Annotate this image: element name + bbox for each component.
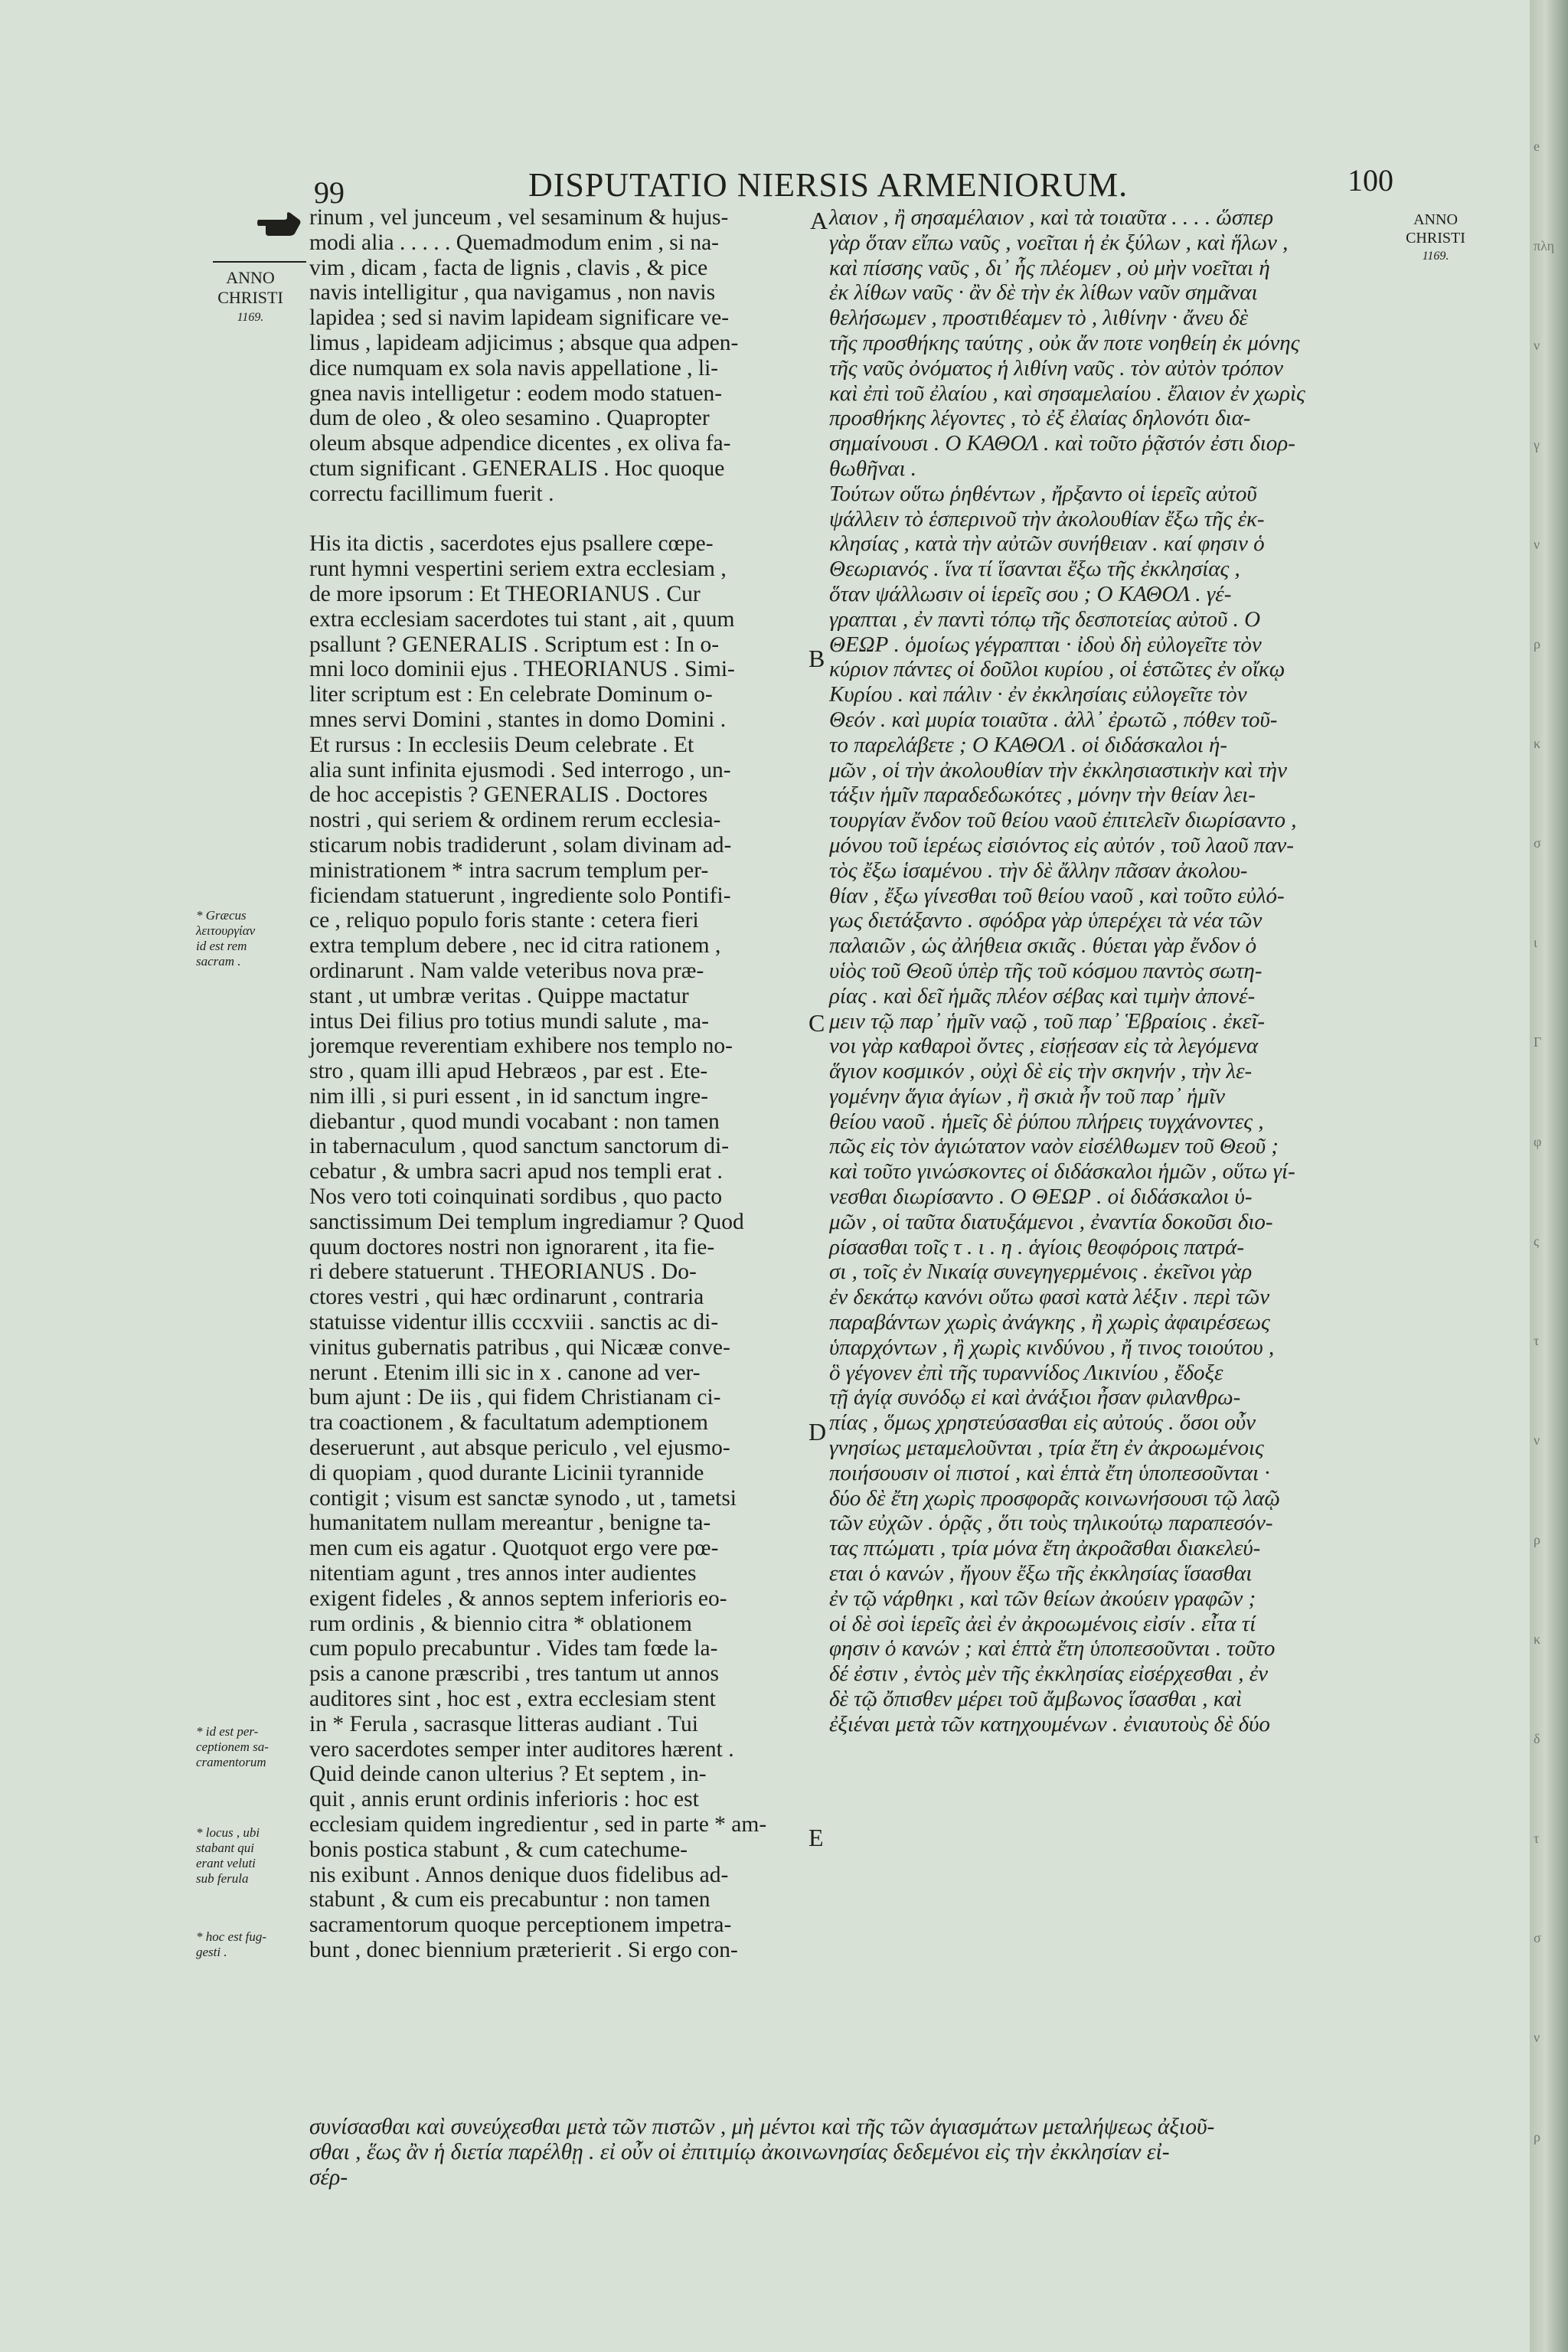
latin-text-line: bunt , donec biennium præterierit . Si ergo con- bbox=[309, 1937, 738, 1962]
greek-text-line: μειν τῷ παρ᾽ ἡμῖν ναῷ , τοῦ παρ᾽ Ἑβραίοις . ἐκεῖ- bbox=[829, 1008, 1266, 1034]
adjacent-page-fragment: τ bbox=[1534, 1831, 1540, 1846]
margin-note-line: cramentorum bbox=[196, 1755, 266, 1769]
greek-text-line: μῶν , οἱ ταῦτα διατυξάμενοι , ἐναντία δοκοῦσι διο- bbox=[829, 1209, 1273, 1234]
greek-text-line: ποιήσουσιν οἱ πιστοί , καὶ ἑπτὰ ἔτη ὑποπεσοῦνται · bbox=[829, 1460, 1270, 1485]
latin-text-line: cum populo precabuntur . Vides tam fœde la- bbox=[309, 1636, 718, 1661]
greek-text-line: εται ὁ κανών , ἤγουν ἔξω τῆς ἐκκλησίας ἵσασθαι bbox=[829, 1561, 1253, 1586]
latin-text-line: psis a canone præscribi , tres tantum ut annos bbox=[309, 1661, 719, 1687]
greek-text-line: Τούτων οὕτω ῥηθέντων , ἤρξαντο οἱ ἱερεῖς αὐτοῦ bbox=[829, 481, 1257, 506]
latin-text-line: deseruerunt , aut absque periculo , vel ejusmo- bbox=[309, 1436, 730, 1461]
greek-text-line: ἐκ λίθων ναῦς · ἂν δὲ τὴν ἐκ λίθων ναῦν σημᾶναι bbox=[829, 280, 1258, 305]
greek-text-line: τῆς ναῦς ὀνόματος ἡ λιθίνη ναῦς . τὸν αὐτὸν τρόπον bbox=[829, 355, 1283, 381]
greek-text-line: φησιν ὁ κανών ; καὶ ἑπτὰ ἔτη ὑποπεσοῦνται . τοῦτο bbox=[829, 1636, 1276, 1661]
greek-column bbox=[829, 205, 1411, 1737]
adjacent-page-fragment: δ bbox=[1534, 1731, 1540, 1746]
greek-text-line: γὰρ ὅταν εἴπω ναῦς , νοεῖται ἡ ἐκ ξύλων , καὶ ἥλων , bbox=[829, 230, 1289, 255]
latin-text-line: stro , quam illi apud Hebræos , par est . Ete- bbox=[309, 1059, 708, 1084]
latin-text-line: liter scriptum est : En celebrate Dominum o- bbox=[309, 682, 713, 707]
running-title: DISPUTATIO NIERSIS ARMENIORUM. bbox=[528, 166, 1129, 204]
greek-text-line: Κυρίου . καὶ πάλιν · ἐν ἐκκλησίαις εὐλογεῖτε τὸν bbox=[829, 682, 1247, 707]
adjacent-page-fragment: κ bbox=[1534, 1632, 1541, 1647]
margin-note-ferula bbox=[196, 1825, 260, 1886]
latin-text-line: contigit ; visum est sanctæ synodo , ut , tametsi bbox=[309, 1485, 737, 1511]
greek-text-line: κύριον πάντες οἱ δοῦλοι κυρίου , οἱ ἑστῶτες ἐν οἴκῳ bbox=[829, 657, 1285, 682]
greek-text-line: παραβάντων χωρὶς ἀνάγκης , ἢ χωρὶς ἀφαιρέσεως bbox=[829, 1310, 1270, 1335]
latin-text-line: extra ecclesiam sacerdotes tui stant , ait , quum bbox=[309, 606, 735, 632]
latin-text-line: vinitus gubernatis patribus , qui Nicææ conve- bbox=[309, 1334, 730, 1360]
latin-text-line: rinum , vel junceum , vel sesaminum & hujus- bbox=[309, 205, 729, 230]
latin-text-line: statuisse videntur illis cccxviii . sanctis ac di- bbox=[309, 1310, 719, 1335]
latin-text-line: ce , reliquo populo foris stante : cetera fieri bbox=[309, 908, 699, 933]
margin-note-line: * Græcus bbox=[196, 908, 247, 923]
greek-text-line: λαιον , ἢ σησαμέλαιον , καὶ τὰ τοιαῦτα . . . . ὥσπερ bbox=[829, 205, 1274, 230]
greek-text-line: γνησίως μεταμελοῦνται , τρία ἔτη ἐν ἀκροωμένοις bbox=[829, 1436, 1264, 1461]
latin-text-line: quit , annis erunt ordinis inferioris : hoc est bbox=[309, 1787, 699, 1812]
adjacent-page-fragment: ρ bbox=[1534, 1532, 1540, 1547]
greek-text-line: ΘΕΩΡ . ὁμοίως γέγραπται · ἰδοὺ δὴ εὐλογεῖτε τὸν bbox=[829, 632, 1262, 657]
greek-text-line: σι , τοῖς ἐν Νικαίᾳ συνεγηγερμένοις . ἐκεῖνοι γὰρ bbox=[829, 1259, 1253, 1285]
latin-text-line: nerunt . Etenim illi sic in x . canone ad ver- bbox=[309, 1360, 701, 1385]
latin-text-line: sticarum nobis tradiderunt , solam divinam ad- bbox=[309, 832, 732, 858]
adjacent-page-fragment: ν bbox=[1534, 2030, 1540, 2045]
latin-column bbox=[309, 205, 827, 1963]
latin-text-line: intus Dei filius pro totius mundi salute , ma- bbox=[309, 1008, 709, 1034]
margin-note-line: sacram . bbox=[196, 954, 241, 969]
greek-text-line: τῶν εὐχῶν . ὁρᾷς , ὅτι τοὺς τηλικούτῳ παραπεσόν- bbox=[829, 1511, 1273, 1536]
greek-text-line: θελήσωμεν , προστιθέαμεν τὸ , λιθίνην · ἄνευ δὲ bbox=[829, 305, 1249, 331]
adjacent-page-fragment: τ bbox=[1534, 1333, 1540, 1348]
latin-text-line: de hoc accepistis ? GENERALIS . Doctores bbox=[309, 782, 708, 808]
greek-text-line: Θεόν . καὶ μυρία τοιαῦτα . ἀλλ᾽ ἐρωτῶ , πόθεν τοῦ- bbox=[829, 707, 1278, 732]
latin-text-line: mnes servi Domini , stantes in domo Domini . bbox=[309, 707, 727, 732]
greek-text-line: δύο δὲ ἔτη χωρὶς προσφορᾶς κοινωνήσουσι τῷ λαῷ bbox=[829, 1485, 1280, 1511]
latin-text-line: runt hymni vespertini seriem extra ecclesiam , bbox=[309, 557, 727, 582]
latin-text-line bbox=[309, 507, 824, 532]
latin-text-line: de more ipsorum : Et THEORIANUS . Cur bbox=[309, 581, 701, 606]
anno-christi-left: ANNO CHRISTI 1169. bbox=[217, 268, 283, 324]
margin-note-line: stabant qui bbox=[196, 1841, 255, 1855]
section-letter-e: E bbox=[808, 1824, 824, 1851]
anno-christi-right: ANNO CHRISTI 1169. bbox=[1406, 211, 1465, 263]
latin-text-line: in * Ferula , sacrasque litteras audiant . Tui bbox=[309, 1711, 698, 1736]
greek-text-line: οἱ δὲ σοὶ ἱερεῖς ἀεὶ ἐν ἀκροωμένοις εἰσίν . εἶτα τί bbox=[829, 1611, 1256, 1636]
latin-text-line: nostri , qui seriem & ordinem rerum ecclesia- bbox=[309, 808, 721, 833]
adjacent-page-fragment: ν bbox=[1534, 537, 1540, 552]
adjacent-page-fragment: γ bbox=[1534, 437, 1540, 452]
greek-text-line: υἱὸς τοῦ Θεοῦ ὑπὲρ τῆς τοῦ κόσμου παντὸς σωτη- bbox=[829, 958, 1263, 983]
greek-text-line: δέ ἐστιν , ἐντὸς μὲν τῆς ἐκκλησίας εἰσέρχεσθαι , ἐν bbox=[829, 1661, 1269, 1687]
greek-text-line: καὶ ἐπὶ τοῦ ἐλαίου , καὶ σησαμελαίου . ἔλαιον ἐν χωρὶς bbox=[829, 381, 1305, 406]
section-letter-c: C bbox=[808, 1009, 825, 1037]
adjacent-page-fragment: σ bbox=[1534, 835, 1541, 851]
greek-text-line: δὲ τῷ ὄπισθεν μέρει τοῦ ἄμβωνος ἵσασθαι , καὶ bbox=[829, 1687, 1242, 1712]
margin-note-line: * id est per- bbox=[196, 1724, 259, 1739]
margin-note-line: id est rem bbox=[196, 939, 247, 953]
latin-text-line: vero sacerdotes semper inter auditores hærent . bbox=[309, 1736, 734, 1762]
greek-text-line: σέρ- bbox=[309, 2165, 348, 2190]
latin-text-line: exigent fideles , & annos septem inferioris eo- bbox=[309, 1586, 727, 1611]
greek-text-line: ὑπαρχόντων , ἢ χωρὶς κινδύνου , ἤ τινος τοιούτου , bbox=[829, 1334, 1275, 1360]
margin-note-greek-word bbox=[196, 908, 255, 969]
latin-text-line: joremque reverentiam exhibere nos templo no- bbox=[309, 1034, 733, 1059]
adjacent-page-fragment: φ bbox=[1534, 1134, 1542, 1149]
pointing-hand-icon bbox=[256, 211, 302, 237]
margin-note-line: gesti . bbox=[196, 1945, 227, 1959]
latin-text-line: nitentiam agunt , tres annos inter audientes bbox=[309, 1561, 697, 1586]
greek-text-line: ἐν δεκάτῳ κανόνι οὕτω φασὶ κατὰ λέξιν . περὶ τῶν bbox=[829, 1285, 1270, 1310]
margin-note-line: erant veluti bbox=[196, 1856, 256, 1870]
latin-text-line: correctu facillimum fuerit . bbox=[309, 481, 554, 506]
latin-text-line: ecclesiam quidem ingredientur , sed in parte * am- bbox=[309, 1812, 767, 1837]
greek-text-line: παλαιῶν , ὡς ἀλήθεια σκιᾶς . θύεται γὰρ ἔνδον ὁ bbox=[829, 933, 1257, 959]
latin-text-line: dum de oleo , & oleo sesamino . Quapropter bbox=[309, 406, 710, 431]
greek-text-line: πῶς εἰς τὸν ἁγιώτατον ναὸν εἰσέλθωμεν τοῦ Θεοῦ ; bbox=[829, 1134, 1279, 1159]
greek-text-line: τὸς ἔξω ἱσαμένου . τὴν δὲ ἄλλην πᾶσαν ἀκολου- bbox=[829, 858, 1248, 883]
latin-text-line: lapidea ; sed si navim lapideam significare ve- bbox=[309, 305, 730, 331]
greek-text-line: θίαν , ἔξω γίνεσθαι τοῦ θείου ναοῦ , καὶ τοῦτο εὐλό- bbox=[829, 883, 1285, 908]
greek-text-line: πίας , ὅμως χρηστεύσασθαι εἰς αὐτούς . ὅσοι οὖν bbox=[829, 1410, 1256, 1436]
margin-note-oblation bbox=[196, 1724, 269, 1770]
greek-text-line: ὃ γέγονεν ἐπὶ τῆς τυραννίδος Λικινίου , ἔδοξε bbox=[829, 1360, 1223, 1385]
greek-text-line: συνίσασθαι καὶ συνεύχεσθαι μετὰ τῶν πιστῶν , μὴ μέντοι καὶ τῆς τῶν ἁγιασμάτων μεταλήψεως ἀξιοῦ- bbox=[309, 2115, 1215, 2139]
latin-text-line: diebantur , quod mundi vocabant : non tamen bbox=[309, 1109, 720, 1134]
latin-text-line: Et rursus : In ecclesiis Deum celebrate . Et bbox=[309, 732, 694, 757]
adjacent-page-fragment: σ bbox=[1534, 1930, 1541, 1945]
greek-text-line: τουργίαν ἔνδον τοῦ θείου ναοῦ ἐπιτελεῖν διωρίσαντο , bbox=[829, 808, 1297, 833]
adjacent-page-fragment: πλη bbox=[1534, 238, 1555, 253]
latin-text-line: di quopiam , quod durante Licinii tyrannide bbox=[309, 1460, 704, 1485]
margin-note-ambo bbox=[196, 1929, 266, 1960]
greek-text-line: Θεωριανός . ἵνα τί ἵσανται ἔξω τῆς ἐκκλησίας , bbox=[829, 557, 1240, 582]
latin-text-line: oleum absque adpendice dicentes , ex oliva fa- bbox=[309, 431, 731, 456]
greek-text-line: νεσθαι διωρίσαντο . Ο ΘΕΩΡ . οἱ διδάσκαλοι ὑ- bbox=[829, 1184, 1253, 1210]
adjacent-page-fragment: ς bbox=[1534, 1233, 1540, 1249]
margin-note-line: ceptionem sa- bbox=[196, 1740, 269, 1754]
adjacent-page-fragment: e bbox=[1534, 139, 1540, 154]
margin-note-line: * hoc est fug- bbox=[196, 1929, 267, 1944]
latin-text-line: sanctissimum Dei templum ingrediamur ? Quod bbox=[309, 1209, 744, 1234]
latin-text-line: mni loco dominii ejus . THEORIANUS . Simi- bbox=[309, 657, 735, 682]
greek-text-line: σημαίνουσι . Ο ΚΑΘΟΛ . καὶ τοῦτο ῥᾷστόν ἐστι διορ- bbox=[829, 431, 1295, 456]
margin-note-line: sub ferula bbox=[196, 1871, 249, 1886]
adjacent-page-fragment: ρ bbox=[1534, 636, 1540, 652]
greek-text-line: τῇ ἁγίᾳ συνόδῳ εἰ καὶ ἀνάξιοι ἦσαν φιλανθρω- bbox=[829, 1385, 1241, 1410]
latin-text-line: alia sunt infinita ejusmodi . Sed interrogo , un- bbox=[309, 757, 731, 782]
adjacent-page-fragment: ν bbox=[1534, 1432, 1540, 1448]
latin-text-line: quum doctores nostri non ignorarent , ita fie- bbox=[309, 1234, 715, 1259]
page-number-left: 99 bbox=[314, 175, 345, 210]
greek-text-line: γραπται , ἐν παντὶ τόπῳ τῆς δεσποτείας αὐτοῦ . Ο bbox=[829, 606, 1261, 632]
section-letter-b: B bbox=[808, 645, 825, 672]
greek-text-line: μόνου τοῦ ἱερέως εἰσιόντος εἰς αὐτόν , τοῦ λαοῦ παν- bbox=[829, 832, 1294, 858]
adjacent-page-fragment: κ bbox=[1534, 736, 1541, 751]
latin-text-line: vim , dicam , facta de lignis , clavis , & pice bbox=[309, 255, 708, 280]
latin-text-line: dice numquam ex sola navis appellatione , li- bbox=[309, 355, 719, 381]
latin-text-line: auditores sint , hoc est , extra ecclesiam stent bbox=[309, 1687, 716, 1712]
section-letter-a: A bbox=[810, 207, 828, 234]
greek-text-line: ἐξιέναι μετὰ τῶν κατηχουμένων . ἐνιαυτοὺς δὲ δύο bbox=[829, 1711, 1270, 1736]
latin-text-line: ministrationem * intra sacrum templum per- bbox=[309, 858, 709, 883]
latin-text-line: nim illi , si puri essent , in id sanctum ingre- bbox=[309, 1083, 709, 1109]
latin-text-line: tra coactionem , & facultatum ademptionem bbox=[309, 1410, 708, 1436]
latin-text-line: ri debere statuerunt . THEORIANUS . Do- bbox=[309, 1259, 697, 1285]
latin-text-line: men cum eis agatur . Quotquot ergo vere pœ- bbox=[309, 1536, 719, 1561]
latin-text-line: humanitatem nullam mereantur , benigne ta- bbox=[309, 1511, 711, 1536]
latin-text-line: ctum significant . GENERALIS . Hoc quoque bbox=[309, 456, 725, 481]
greek-text-line: προσθήκης λέγοντες , τὸ ἐξ ἐλαίας δηλονότι δια- bbox=[829, 406, 1251, 431]
latin-text-line: limus , lapideam adjicimus ; absque qua adpen- bbox=[309, 330, 739, 355]
page-number-right: 100 bbox=[1348, 163, 1393, 198]
latin-text-line: ficiendam statuerunt , ingrediente solo Pontifi- bbox=[309, 883, 731, 908]
greek-text-line: ρίσασθαι τοῖς τ . ι . η . ἁγίοις θεοφόροις πατρά- bbox=[829, 1234, 1245, 1259]
latin-text-line: ctores vestri , qui hæc ordinarunt , contraria bbox=[309, 1285, 704, 1310]
greek-text-line: μῶν , οἱ τὴν ἀκολουθίαν τὴν ἐκκλησιαστικὴν καὶ τὴν bbox=[829, 757, 1287, 782]
latin-text-line: extra templum debere , nec id citra rationem , bbox=[309, 933, 721, 959]
latin-text-line: psallunt ? GENERALIS . Scriptum est : In o- bbox=[309, 632, 720, 657]
latin-text-line: cebatur , & umbra sacri apud nos templi erat . bbox=[309, 1159, 723, 1184]
greek-text-line: νοι γὰρ καθαροὶ ὄντες , εἰσῄεσαν εἰς τὰ λεγόμενα bbox=[829, 1034, 1259, 1059]
latin-text-line: in tabernaculum , quod sanctum sanctorum di- bbox=[309, 1134, 730, 1159]
greek-text-line: τῆς προσθήκης ταύτης , οὐκ ἄν ποτε νοηθείη ἐκ μόνης bbox=[829, 330, 1300, 355]
greek-text-line: σθαι , ἕως ἂν ἡ διετία παρέλθῃ . εἰ οὖν οἱ ἐπιτιμίῳ ἀκοινωνησίας δεδεμένοι εἰς τὴν ἐκκλησίαν εἰ- bbox=[309, 2140, 1170, 2164]
greek-text-line: κλησίας , κατὰ τὴν αὐτῶν συνήθειαν . καί φησιν ὁ bbox=[829, 531, 1265, 557]
latin-text-line: Quid deinde canon ulterius ? Et septem , in- bbox=[309, 1762, 707, 1787]
latin-text-line: stant , ut umbræ veritas . Quippe mactatur bbox=[309, 983, 689, 1008]
latin-text-line: stabunt , & cum eis precabuntur : non tamen bbox=[309, 1887, 710, 1913]
running-header bbox=[0, 159, 1530, 210]
latin-text-line: nis exibunt . Annos denique duos fidelibus ad- bbox=[309, 1862, 729, 1887]
latin-text-line: rum ordinis , & biennio citra * oblationem bbox=[309, 1611, 692, 1636]
greek-text-line: θωθῆναι . bbox=[829, 456, 917, 481]
greek-text-line: γομένην ἅγια ἁγίων , ἢ σκιὰ ἦν τοῦ παρ᾽ ἡμῖν bbox=[829, 1083, 1226, 1109]
latin-text-line: navis intelligitur , qua navigamus , non navis bbox=[309, 280, 716, 305]
adjacent-page-fragment: ι bbox=[1534, 935, 1537, 950]
section-letter-d: D bbox=[808, 1418, 827, 1446]
greek-text-line: καὶ πίσσης ναῦς , δι᾽ ἧς πλέομεν , οὐ μὴν νοεῖται ἡ bbox=[829, 255, 1270, 280]
greek-text-line: ἐν τῷ νάρθηκι , καὶ τῶν θείων ἀκούειν γραφῶν ; bbox=[829, 1586, 1256, 1611]
margin-note-line: λειτουργίαν bbox=[196, 923, 256, 938]
latin-text-line: Nos vero toti coinquinati sordibus , quo pacto bbox=[309, 1184, 723, 1210]
latin-text-line: His ita dictis , sacerdotes ejus psallere cœpe- bbox=[309, 531, 714, 557]
adjacent-page-fragment: Γ bbox=[1534, 1034, 1542, 1050]
latin-text-line: ordinarunt . Nam valde veteribus nova præ- bbox=[309, 958, 704, 983]
greek-text-line: ἅγιον κοσμικόν , οὐχὶ δὲ εἰς τὴν σκηνήν , τὴν λε- bbox=[829, 1059, 1253, 1084]
greek-text-line: καὶ τοῦτο γινώσκοντες οἱ διδάσκαλοι ἡμῶν , οὕτω γί- bbox=[829, 1159, 1295, 1184]
greek-text-line: τάξιν ἡμῖν παραδεδωκότες , μόνην τὴν θείαν λει- bbox=[829, 782, 1256, 808]
greek-text-line: τας πτώματι , τρία μόνα ἔτη ἀκροᾶσθαι διακελεύ- bbox=[829, 1536, 1261, 1561]
margin-rule bbox=[213, 261, 306, 263]
latin-text-line: modi alia . . . . . Quemadmodum enim , si na- bbox=[309, 230, 720, 255]
bottom-greek-lines bbox=[309, 2115, 1427, 2190]
greek-text-line: ρίας . καὶ δεῖ ἡμᾶς πλέον σέβας καὶ τιμὴν ἀπονέ- bbox=[829, 983, 1256, 1008]
latin-text-line: gnea navis intelligetur : eodem modo statuen- bbox=[309, 381, 723, 406]
adjacent-page-fragment: ρ bbox=[1534, 2129, 1540, 2145]
greek-text-line: θείου ναοῦ . ἡμεῖς δὲ ῥύπου πλήρεις τυγχάνοντες , bbox=[829, 1109, 1264, 1134]
latin-text-line: sacramentorum quoque perceptionem impetra- bbox=[309, 1913, 732, 1938]
margin-note-line: * locus , ubi bbox=[196, 1825, 260, 1840]
greek-text-line: γως διετάξαντο . σφόδρα γὰρ ὑπερέχει τὰ νέα τῶν bbox=[829, 908, 1263, 933]
latin-text-line: bum ajunt : De iis , qui fidem Christianam ci- bbox=[309, 1385, 721, 1410]
adjacent-page-fragment: ν bbox=[1534, 338, 1540, 353]
greek-text-line: ψάλλειν τὸ ἑσπερινοῦ τὴν ἀκολουθίαν ἔξω τῆς ἐκ- bbox=[829, 506, 1265, 531]
latin-text-line: bonis postica stabunt , & cum catechume- bbox=[309, 1837, 688, 1862]
greek-text-line: το παρελάβετε ; Ο ΚΑΘΟΛ . οἱ διδάσκαλοι ἡ- bbox=[829, 732, 1228, 757]
greek-text-line: ὅταν ψάλλωσιν οἱ ἱερεῖς σου ; Ο ΚΑΘΟΛ . γέ- bbox=[829, 581, 1232, 606]
